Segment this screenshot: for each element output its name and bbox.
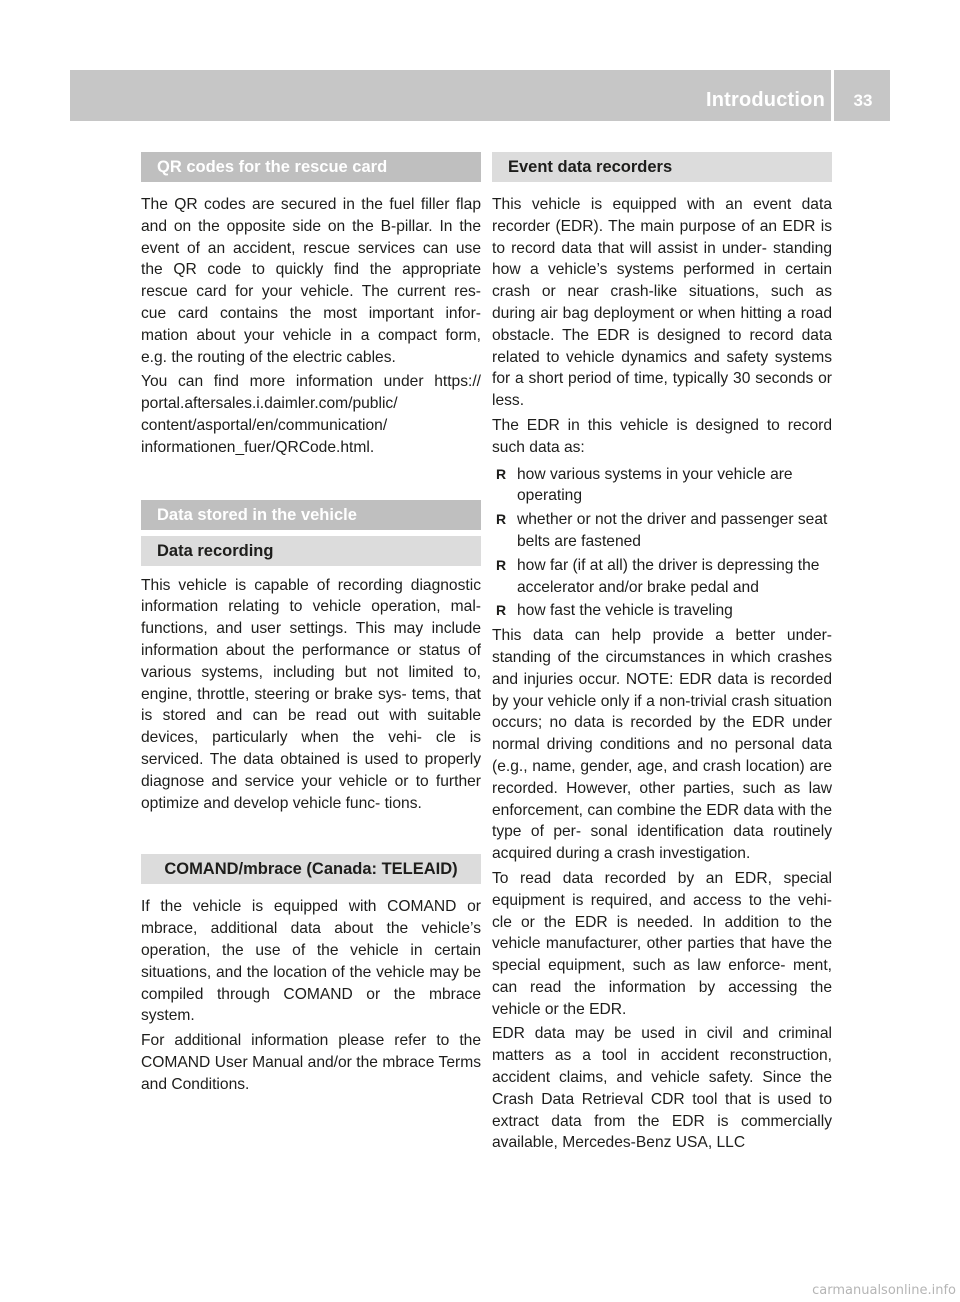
event-data-recorders-heading: Event data recorders (492, 152, 832, 182)
edr-data-list (492, 464, 832, 623)
list-item-text: how fast the vehicle is traveling (517, 602, 733, 620)
data-recording-subheading: Data recording (141, 536, 481, 566)
edr-paragraph-1: This data can help provide a better under- standing of the circumstances in which crashes and injuries occur. NOTE: EDR data is recorded by your vehicle only if a non-trivial crash situation occurs; no data is recorded by the EDR under normal driving conditions and no personal data (e.g., name, gender, age, and crash location) are recorded. However, other parties, such as law enforcement, can combine the EDR data with the type of per- sonal identification data routinely acquired during a crash investigation. (492, 627, 832, 863)
list-item-text: how far (if at all) the driver is depressing the accelerator and/or brake pedal and (517, 556, 820, 596)
bullet-marker-icon: R (496, 602, 507, 619)
bullet-marker-icon: R (496, 511, 507, 528)
qr-codes-paragraph-1: The QR codes are secured in the fuel filler flap and on the opposite side on the B-pillar. In the event of an accident, rescue services can use the QR code to quickly find the appropriate rescue card for your vehicle. The current res- cue card contains the most important infor- mation about your vehicle in a compact form, e.g. the routing of the electric cables. (141, 196, 481, 366)
qr-codes-heading: QR codes for the rescue card (141, 152, 481, 182)
section-title: Introduction (705, 89, 825, 111)
list-item-text: how various systems in your vehicle are operating (517, 465, 793, 505)
footer-watermark: carmanualsonline.info (812, 1283, 956, 1298)
page-number: 33 (853, 91, 873, 110)
edr-paragraph-3: EDR data may be used in civil and criminal matters as a tool in accident reconstruction, accident claims, and vehicle safety. Since the Crash Data Retrieval CDR tool that is used to extract data from the EDR is commercially available, Mercedes-Benz USA, LLC (492, 1025, 832, 1152)
qr-codes-paragraph-2: You can find more information under https:// portal.aftersales.i.daimler.com/public/ content/asportal/en/communication/ informationen_fuer/QRCode.html. (141, 373, 481, 456)
data-stored-heading: Data stored in the vehicle (141, 500, 481, 530)
list-item (492, 600, 832, 622)
comand-paragraph-1: If the vehicle is equipped with COMAND or mbrace, additional data about the vehicle’s operation, the use of the vehicle in certain situations, and the location of the vehicle may be compiled through COMAND or the mbrace system. (141, 898, 481, 1025)
header-divider (831, 70, 834, 121)
edr-paragraph-2: To read data recorded by an EDR, special equipment is required, and access to the vehi- cle or the EDR is needed. In addition to the vehicle manufacturer, other parties that have the special equipment, such as law enforce- ment, can read the information by accessing the vehicle or the EDR. (492, 869, 832, 1018)
bullet-marker-icon: R (496, 465, 507, 482)
edr-intro-paragraph-2: The EDR in this vehicle is designed to record such data as: (492, 416, 832, 456)
left-column (141, 152, 481, 1096)
list-item (492, 555, 832, 599)
comand-paragraph-2: For additional information please refer to the COMAND User Manual and/or the mbrace Terms and Conditions. (141, 1032, 481, 1093)
list-item (492, 464, 832, 508)
list-item (492, 509, 832, 553)
data-recording-paragraph: This vehicle is capable of recording diagnostic information relating to vehicle operation, mal- functions, and user settings. This may include information about the performance or status of various systems, including but not limited to, engine, throttle, steering or brake sys- tems, that is stored and can be read out with suitable devices, particularly when the vehi- cle is serviced. The data obtained is used to properly diagnose and service your vehicle or to further optimize and develop vehicle func- tions. (141, 576, 481, 812)
page-header (70, 70, 890, 121)
edr-intro-paragraph-1: This vehicle is equipped with an event data recorder (EDR). The main purpose of an EDR is to record data that will assist in under- standing how a vehicle’s systems performed in certain crash or near crash-like situations, such as during air bag deployment or when hitting a road obstacle. The EDR is designed to record data related to vehicle dynamics and safety systems for a short period of time, typically 30 seconds or less. (492, 196, 832, 410)
comand-mbrace-heading: COMAND/mbrace (Canada: TELEAID) (141, 854, 481, 884)
bullet-marker-icon: R (496, 556, 507, 573)
right-column (492, 152, 832, 1154)
list-item-text: whether or not the driver and passenger seat belts are fastened (517, 511, 828, 550)
